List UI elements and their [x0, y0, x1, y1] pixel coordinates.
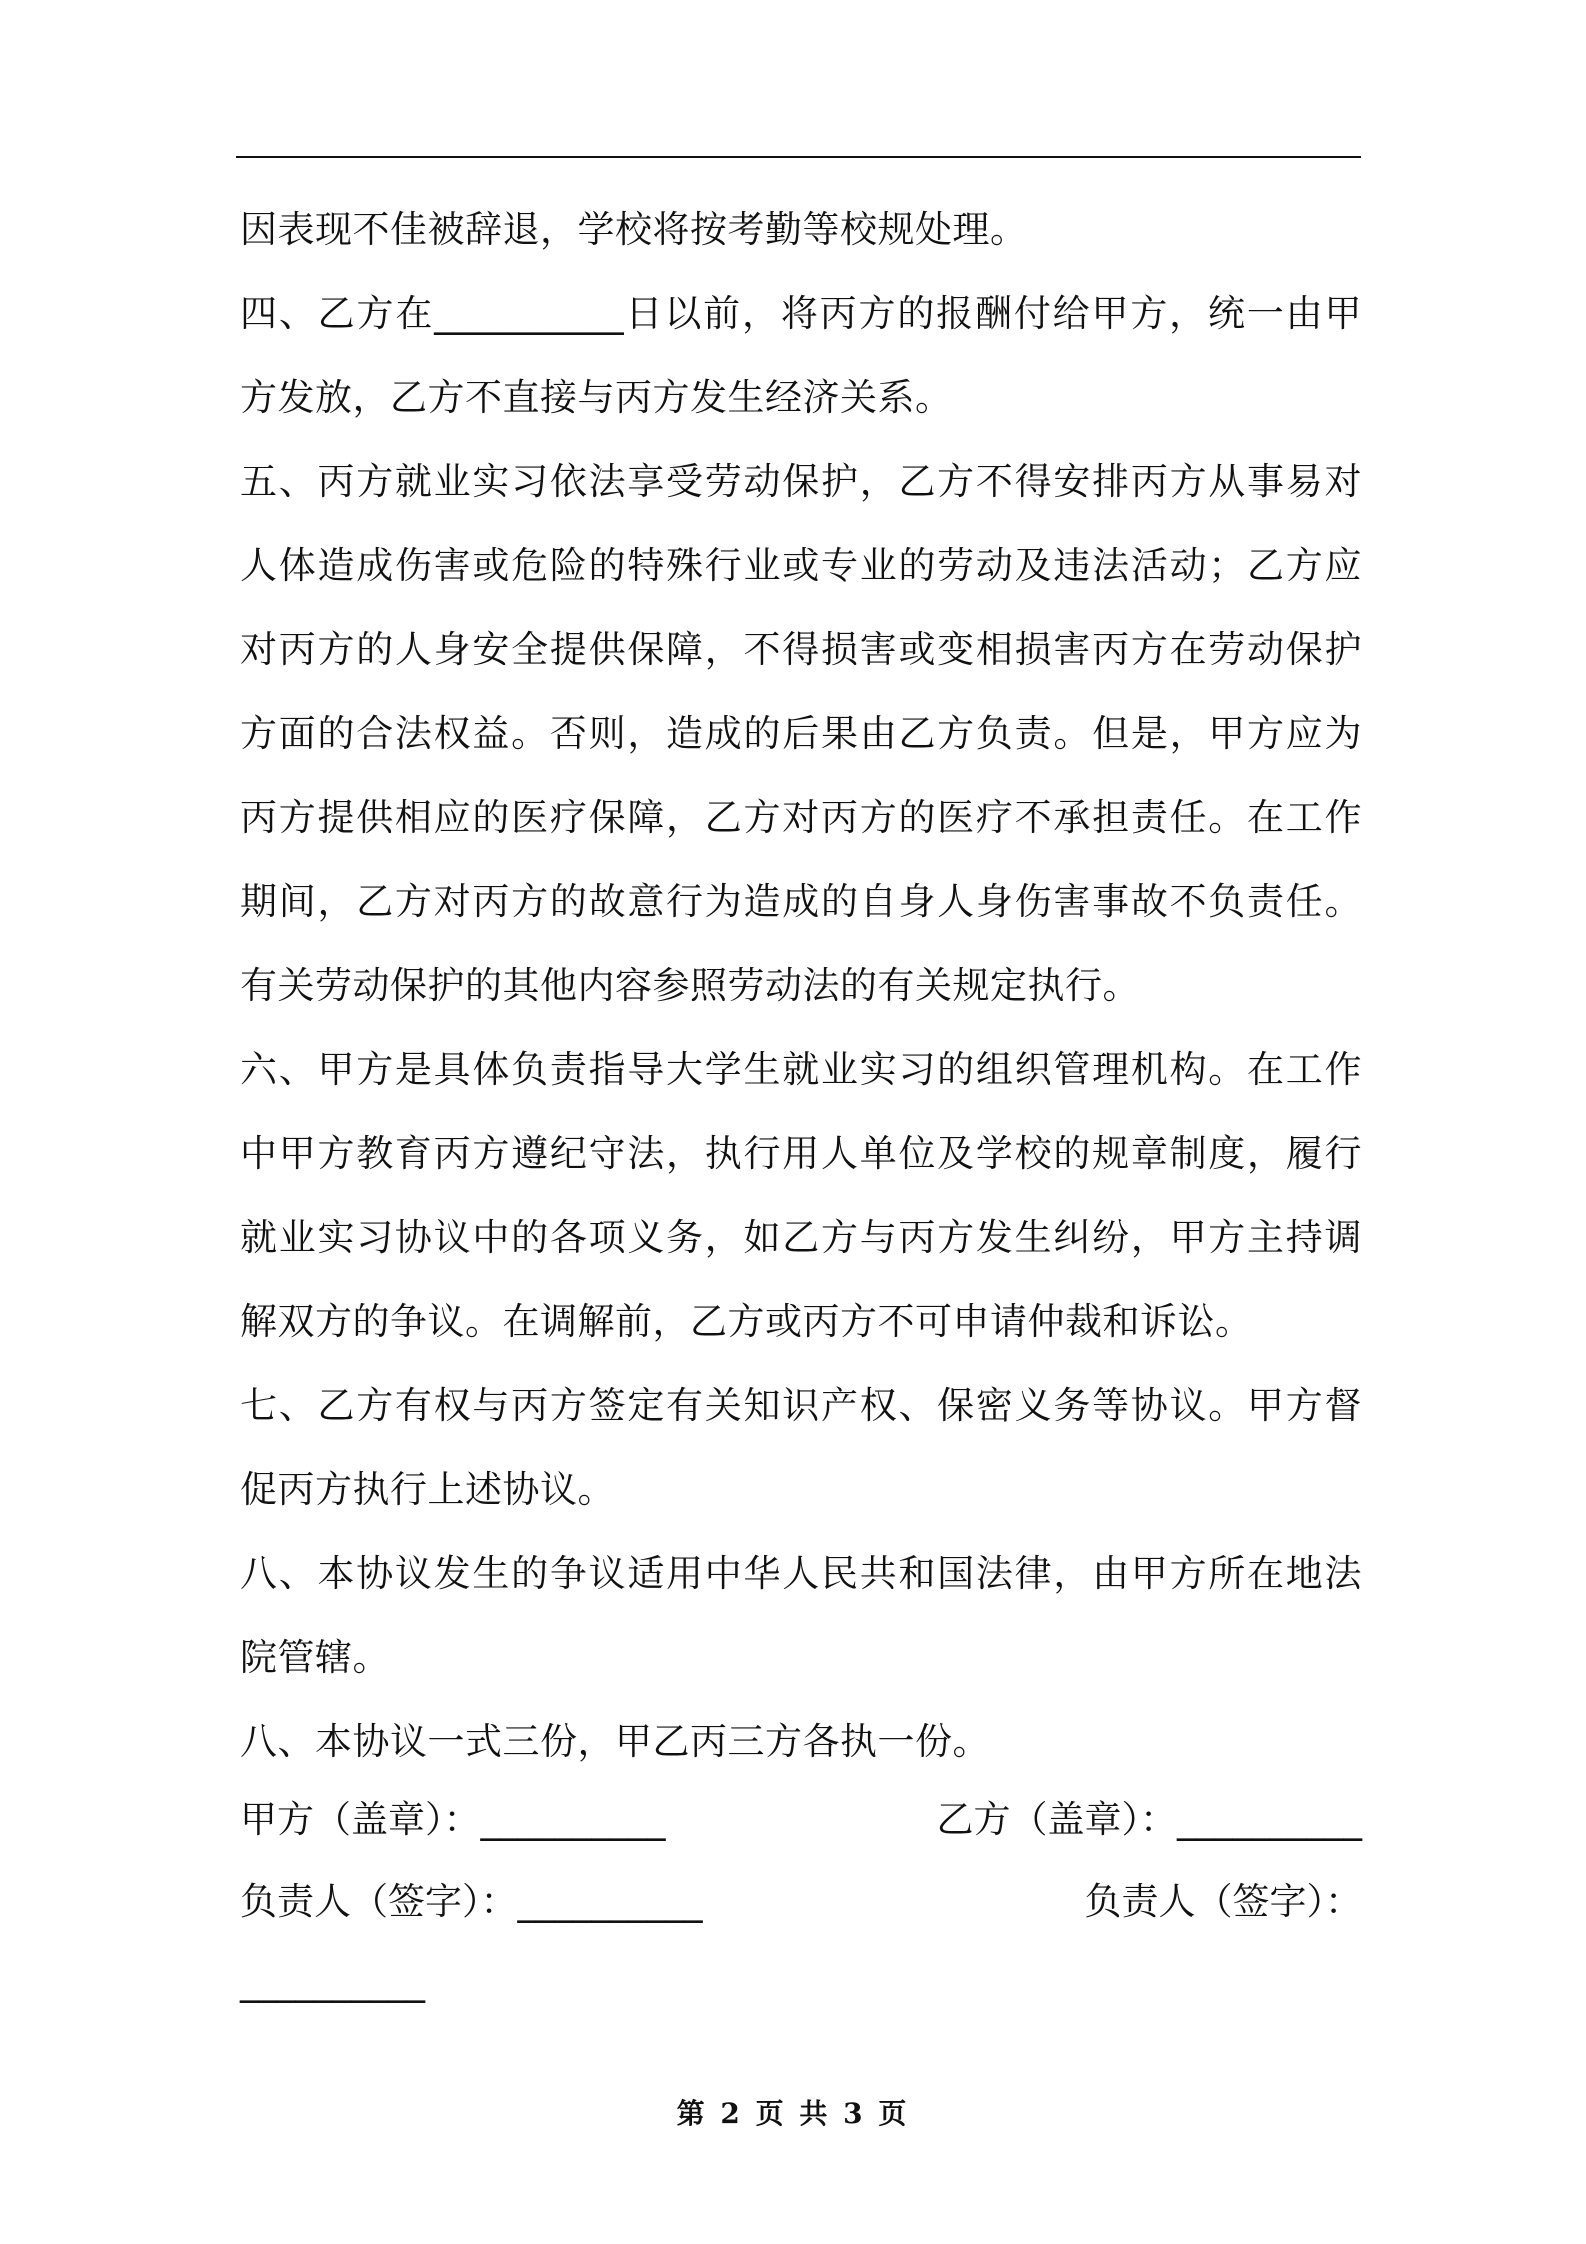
page-indicator: 第 2 页 共 3 页	[676, 2097, 910, 2130]
paragraph-clause-8-copies: 八、本协议一式三份，甲乙丙三方各执一份。	[240, 1720, 990, 1763]
party-b-person-label: 负责人（签字）：	[1084, 1880, 1362, 1923]
document-body	[240, 188, 1362, 1784]
signature-row-seal	[240, 1790, 1362, 1850]
header-divider	[236, 156, 1361, 158]
paragraph-clause-7: 七、乙方有权与丙方签定有关知识产权、保密义务等协议。甲方督促丙方执行上述协议。	[240, 1384, 1362, 1511]
paragraph-continuation: 因表现不佳被辞退，学校将按考勤等校规处理。	[240, 208, 1028, 251]
paragraph-clause-8: 八、本协议发生的争议适用中华人民共和国法律，由甲方所在地法院管辖。	[240, 1552, 1362, 1679]
paragraph-clause-6: 六、甲方是具体负责指导大学生就业实习的组织管理机构。在工作中甲方教育丙方遵纪守法，执行用人单位及学校的规章制度，履行就业实习协议中的各项义务，如乙方与丙方发生纠纷，甲方主持调解双方的争议。在调解前，乙方或丙方不可申请仲裁和诉讼。	[240, 1048, 1362, 1343]
signature-row-person	[240, 1872, 1362, 1932]
party-b-person-blank: __________	[240, 1960, 425, 2003]
paragraph-clause-4: 四、乙方在__________日以前，将丙方的报酬付给甲方，统一由甲方发放，乙方不直接与丙方发生经济关系。	[240, 292, 1362, 419]
paragraph-clause-5: 五、丙方就业实习依法享受劳动保护，乙方不得安排丙方从事易对人体造成伤害或危险的特殊行业或专业的劳动及违法活动；乙方应对丙方的人身安全提供保障，不得损害或变相损害丙方在劳动保护方面的合法权益。否则，造成的后果由乙方负责。但是，甲方应为丙方提供相应的医疗保障，乙方对丙方的医疗不承担责任。在工作期间，乙方对丙方的故意行为造成的自身人身伤害事故不负责任。有关劳动保护的其他内容参照劳动法的有关规定执行。	[240, 460, 1362, 1007]
party-a-seal-line: 甲方（盖章）：__________	[240, 1798, 666, 1841]
party-b-seal-line: 乙方（盖章）：__________	[936, 1798, 1362, 1841]
party-a-person-line: 负责人（签字）：__________	[240, 1880, 703, 1923]
